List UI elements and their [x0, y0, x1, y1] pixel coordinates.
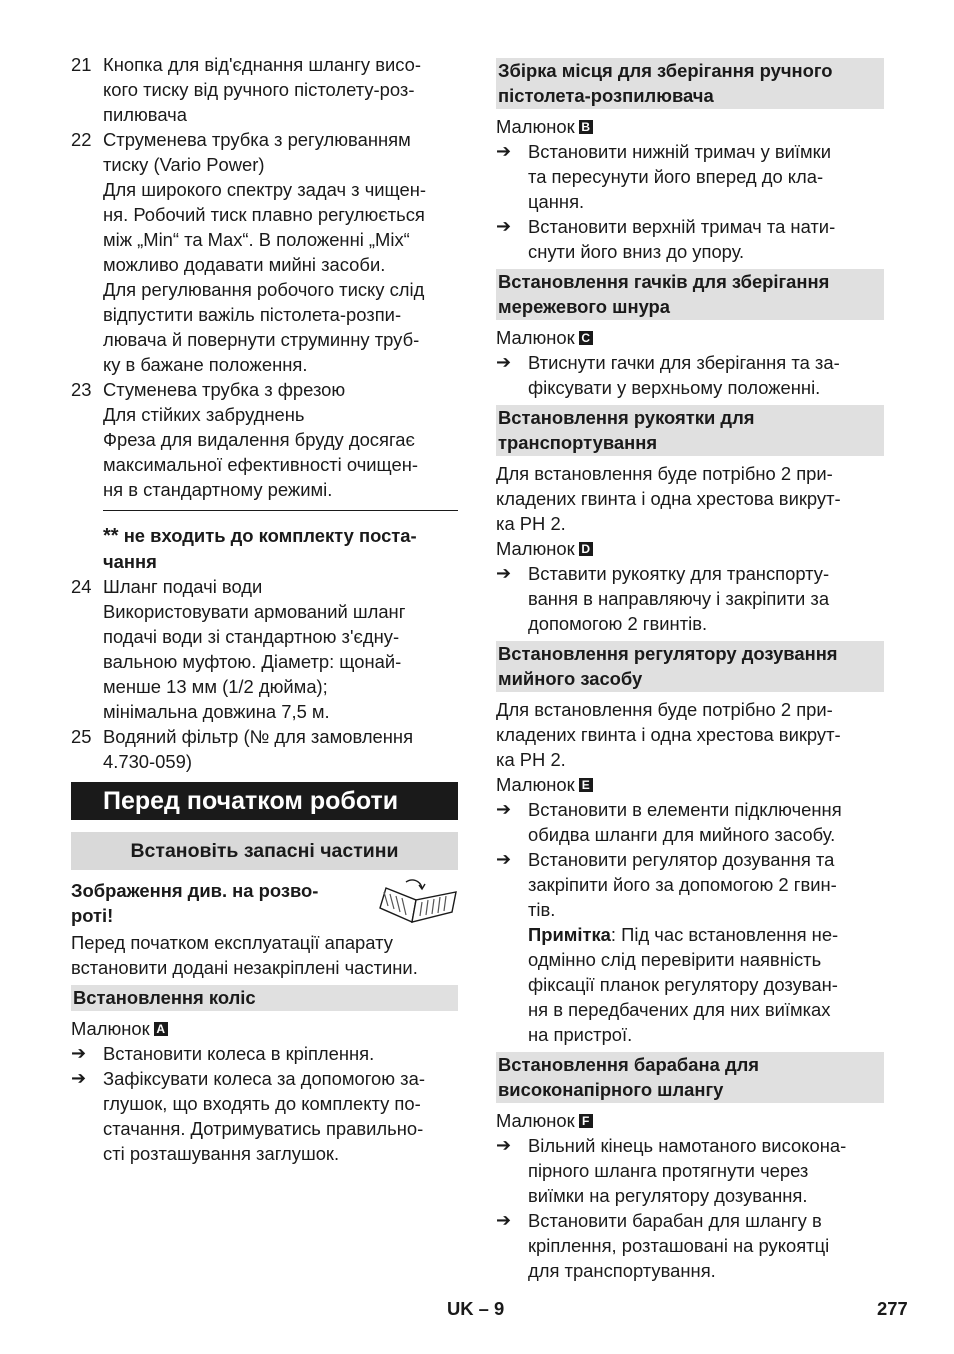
- intro-text: ка PH 2.: [496, 749, 566, 770]
- note-text: не входить до комплекту поста-: [123, 525, 417, 546]
- text-line: мінімальна довжина 7,5 м.: [103, 701, 330, 722]
- footer-section-label: UK – 9: [447, 1298, 505, 1319]
- item-number: 24: [71, 576, 92, 597]
- step-text: тів.: [528, 899, 556, 920]
- figure-ref: [496, 772, 884, 797]
- figure-ref: [496, 114, 884, 139]
- step-text: обидва шланги для мийного засобу.: [528, 824, 836, 845]
- arrow-right-icon: ➔: [496, 352, 512, 372]
- step-text: Встановити нижній тримач у виїмки: [528, 141, 831, 162]
- section-heading: Перед початком роботи: [71, 782, 458, 820]
- heading-line: Збірка місця для зберігання ручного: [498, 60, 833, 81]
- arrow-right-icon: ➔: [496, 216, 512, 236]
- step-item: [71, 1066, 458, 1166]
- heading-line: транспортування: [498, 432, 658, 453]
- item-number: 22: [71, 129, 92, 150]
- text-line: Водяний фільтр (№ для замовлення: [103, 726, 414, 747]
- step-item: [496, 350, 884, 400]
- not-included-note: [103, 523, 458, 574]
- item-text: [103, 377, 458, 502]
- step-text: Вільний кінець намотаного високона-: [528, 1135, 847, 1156]
- figure-ref: [71, 1016, 458, 1041]
- list-item-25: [71, 724, 458, 774]
- step-item: [496, 847, 884, 1047]
- heading-line: Встановлення регулятору дозування: [498, 643, 838, 664]
- arrow-right-icon: ➔: [496, 563, 512, 583]
- step-text: цання.: [528, 191, 585, 212]
- step-text: Зафіксувати колеса за допомогою за-: [103, 1068, 425, 1089]
- item-text: [103, 52, 458, 127]
- figure-ref: [496, 536, 884, 561]
- step-text: Встановити барабан для шлангу в: [528, 1210, 822, 1231]
- text-line: ня в стандартному режимі.: [103, 479, 333, 500]
- step-text: закріпити його за допомогою 2 гвин-: [528, 874, 837, 895]
- text-line: максимальної ефективності очищен-: [103, 454, 418, 475]
- step-item: [496, 1133, 884, 1208]
- item-text: [103, 724, 458, 774]
- see-foldout-title: [71, 878, 361, 930]
- right-column: [496, 58, 884, 1283]
- hose-reel-heading: [496, 1052, 884, 1103]
- note-text: одмінно слід перевірити наявність: [528, 949, 822, 970]
- step-text: Вставити рукоятку для транспорту-: [528, 563, 830, 584]
- figure-label: Малюнок: [496, 538, 575, 559]
- text-line: Кнопка для від'єднання шлангу висо-: [103, 54, 422, 75]
- page-number: 277: [877, 1298, 908, 1319]
- step-text: пірного шланга протягнути через: [528, 1160, 809, 1181]
- text-line: можливо додавати мийні засоби.: [103, 254, 386, 275]
- wheels-heading: Встановлення коліс: [71, 985, 458, 1011]
- figure-letter-badge: B: [579, 120, 593, 134]
- note-label: Примітка: [528, 924, 611, 945]
- arrow-right-icon: ➔: [71, 1068, 87, 1088]
- text-line: Для стійких забруднень: [103, 404, 305, 425]
- asterisks: **: [103, 525, 119, 547]
- figure-label: Малюнок: [71, 1018, 150, 1039]
- heading-line: мережевого шнура: [498, 296, 671, 317]
- item-number: 21: [71, 54, 92, 75]
- text-line: кого тиску від ручного пістолету-роз-: [103, 79, 415, 100]
- text-line: менше 13 мм (1/2 дюйма);: [103, 676, 328, 697]
- arrow-right-icon: ➔: [496, 141, 512, 161]
- text-line: тиску (Vario Power): [103, 154, 265, 175]
- heading-line: Встановлення рукоятки для: [498, 407, 755, 428]
- step-text: Встановити в елементи підключення: [528, 799, 842, 820]
- item-text: [103, 574, 458, 724]
- figure-ref: [496, 325, 884, 350]
- note-text: на пристрої.: [528, 1024, 633, 1045]
- gun-holder-heading: [496, 58, 884, 109]
- step-text: сті розташування заглушок.: [103, 1143, 340, 1164]
- figure-letter-badge: C: [579, 331, 593, 345]
- note-text: ня в передбачених для них виїмках: [528, 999, 831, 1020]
- step-text: виїмки на регулятору дозування.: [528, 1185, 808, 1206]
- transport-handle-heading: [496, 405, 884, 456]
- arrow-right-icon: ➔: [71, 1043, 87, 1063]
- item-number: 25: [71, 726, 92, 747]
- intro-text: встановити додані незакріплені частини.: [71, 957, 418, 978]
- see-foldout-block: [71, 878, 458, 930]
- text-line: ку в бажане положення.: [103, 354, 308, 375]
- step-text: Встановити колеса в кріплення.: [103, 1043, 375, 1064]
- step-text: для транспортування.: [528, 1260, 716, 1281]
- text-line: Для широкого спектру задач з чищен-: [103, 179, 426, 200]
- step-item: [496, 1208, 884, 1283]
- text-line: відпустити важіль пістолета-розпи-: [103, 304, 402, 325]
- arrow-right-icon: ➔: [496, 1135, 512, 1155]
- text-line: Для регулювання робочого тиску слід: [103, 279, 425, 300]
- step-text: глушок, що входять до комплекту по-: [103, 1093, 421, 1114]
- text-line: 4.730-059): [103, 751, 192, 772]
- step-item: [496, 139, 884, 214]
- arrow-right-icon: ➔: [496, 799, 512, 819]
- text-line: Фреза для видалення бруду досягає: [103, 429, 415, 450]
- figure-letter-badge: F: [579, 1114, 593, 1128]
- step-text: стачання. Дотримуватись правильно-: [103, 1118, 424, 1139]
- note-text: : Під час встановлення не-: [610, 924, 839, 945]
- list-item-22: [71, 127, 458, 377]
- step-text: кріплення, розташовані на рукоятці: [528, 1235, 830, 1256]
- step-text: фіксувати у верхньому положенні.: [528, 377, 821, 398]
- intro-text: кладених гвинта і одна хрестова викрут-: [496, 724, 841, 745]
- step-item: [496, 797, 884, 847]
- note-line: [528, 922, 884, 947]
- figure-letter-badge: E: [579, 778, 593, 792]
- subsection-heading: Встановіть запасні частини: [71, 832, 458, 870]
- figure-label: Малюнок: [496, 327, 575, 348]
- intro-text: Перед початком експлуатації апарату: [71, 932, 393, 953]
- intro-text: Для встановлення буде потрібно 2 при-: [496, 699, 833, 720]
- text-line: між „Min“ та Max“. В положенні „Mix“: [103, 229, 410, 250]
- figure-label: Малюнок: [496, 1110, 575, 1131]
- step-text: Встановити верхній тримач та нати-: [528, 216, 836, 237]
- text-line: Шланг подачі води: [103, 576, 263, 597]
- step-text: вання в направляючу і закріпити за: [528, 588, 830, 609]
- text-line: подачі води зі стандартною з'єдну-: [103, 626, 400, 647]
- heading-line: Встановлення гачків для зберігання: [498, 271, 830, 292]
- text-line: Використовувати армований шланг: [103, 601, 406, 622]
- heading-line: Встановлення барабана для: [498, 1054, 760, 1075]
- cord-hooks-heading: [496, 269, 884, 320]
- step-text: Встановити регулятор дозування та: [528, 849, 835, 870]
- intro-text: Для встановлення буде потрібно 2 при-: [496, 463, 833, 484]
- intro-text: кладених гвинта і одна хрестова викрут-: [496, 488, 841, 509]
- open-book-icon: [376, 878, 458, 930]
- left-column: [71, 52, 458, 1166]
- arrow-right-icon: ➔: [496, 849, 512, 869]
- heading-line: пістолета-розпилювача: [498, 85, 714, 106]
- detergent-regulator-heading: [496, 641, 884, 692]
- step-item: [71, 1041, 458, 1066]
- figure-label: Малюнок: [496, 116, 575, 137]
- item-number: 23: [71, 379, 92, 400]
- figure-letter-badge: D: [579, 542, 593, 556]
- step-text: Втиснути гачки для зберігання та за-: [528, 352, 840, 373]
- list-item-23: [71, 377, 458, 502]
- figure-ref: [496, 1108, 884, 1133]
- heading-line: високонапірного шлангу: [498, 1079, 724, 1100]
- item-text: [103, 127, 458, 377]
- text-line: роті!: [71, 905, 114, 926]
- note-text: чання: [103, 551, 157, 572]
- step-item: [496, 214, 884, 264]
- text-line: лювача й повернути струминну труб-: [103, 329, 420, 350]
- text-line: Зображення див. на розво-: [71, 880, 319, 901]
- step-text: допомогою 2 гвинтів.: [528, 613, 708, 634]
- text-line: ня. Робочий тиск плавно регулюється: [103, 204, 425, 225]
- step-text: та пересунути його вперед до кла-: [528, 166, 824, 187]
- text-line: вальною муфтою. Діаметр: щонай-: [103, 651, 402, 672]
- figure-letter-badge: A: [154, 1022, 168, 1036]
- arrow-right-icon: ➔: [496, 1210, 512, 1230]
- figure-label: Малюнок: [496, 774, 575, 795]
- note-text: фіксації планок регулятору дозуван-: [528, 974, 838, 995]
- list-item-24: [71, 574, 458, 724]
- text-line: Стуменева трубка з фрезою: [103, 379, 346, 400]
- text-line: пилювача: [103, 104, 187, 125]
- list-item-21: [71, 52, 458, 127]
- divider: [103, 510, 458, 511]
- intro-text: ка PH 2.: [496, 513, 566, 534]
- step-text: снути його вниз до упору.: [528, 241, 745, 262]
- text-line: Струменева трубка з регулюванням: [103, 129, 411, 150]
- heading-line: мийного засобу: [498, 668, 643, 689]
- step-item: [496, 561, 884, 636]
